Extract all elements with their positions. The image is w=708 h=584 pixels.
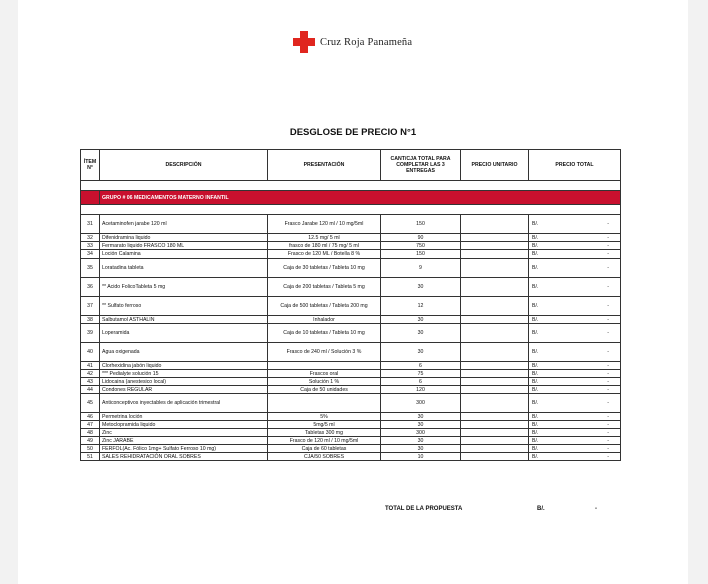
item-cell: 34 — [81, 250, 100, 259]
presentation-cell: CJA/50 SOBRES — [268, 453, 381, 461]
table-row — [81, 324, 621, 343]
currency-label: B/. — [532, 221, 539, 227]
table-row — [81, 297, 621, 316]
total-price-cell — [529, 259, 621, 278]
currency-label: B/. — [532, 330, 539, 336]
total-price-cell — [529, 234, 621, 242]
total-price-value: - — [607, 234, 609, 241]
currency-label: B/. — [532, 284, 539, 290]
unit-price-cell — [461, 421, 529, 429]
total-price-cell — [529, 453, 621, 461]
unit-price-cell — [461, 453, 529, 461]
presentation-cell: Caja de 60 tabletas — [268, 445, 381, 453]
table-row — [81, 386, 621, 394]
table-row — [81, 242, 621, 250]
quantity-cell: 30 — [381, 445, 461, 453]
item-cell: 44 — [81, 386, 100, 394]
total-price-cell — [529, 242, 621, 250]
total-currency: B/. — [537, 506, 545, 512]
unit-price-cell — [461, 316, 529, 324]
quantity-cell: 6 — [381, 378, 461, 386]
table-row — [81, 445, 621, 453]
description-cell: Salbutamol ASTHALIN — [100, 316, 268, 324]
table-row — [81, 362, 621, 370]
description-cell: Condones REGULAR — [100, 386, 268, 394]
total-price-value: - — [607, 349, 609, 355]
total-price-cell — [529, 324, 621, 343]
unit-price-cell — [461, 378, 529, 386]
presentation-cell: Tabletas 300 mg — [268, 429, 381, 437]
header-unit-price: PRECIO UNITARIO — [461, 150, 529, 181]
total-price-value: - — [607, 284, 609, 290]
total-price-cell — [529, 413, 621, 421]
currency-label: B/. — [532, 251, 539, 257]
currency-label: B/. — [532, 303, 539, 309]
unit-price-cell — [461, 234, 529, 242]
unit-price-cell — [461, 343, 529, 362]
total-price-cell — [529, 437, 621, 445]
quantity-cell: 150 — [381, 250, 461, 259]
total-price-value: - — [607, 437, 609, 444]
total-price-value: - — [607, 330, 609, 336]
item-cell: 42 — [81, 370, 100, 378]
total-price-value: - — [607, 242, 609, 249]
unit-price-cell — [461, 297, 529, 316]
total-price-value: - — [607, 445, 609, 452]
description-cell: *** Pedialyte solución 15 — [100, 370, 268, 378]
quantity-cell: 150 — [381, 215, 461, 234]
description-cell: Zinc JARABE — [100, 437, 268, 445]
table-row — [81, 343, 621, 362]
quantity-cell: 6 — [381, 362, 461, 370]
description-cell: FERFOL(Ac. Fólico 1mg+ Sulfato Ferroso 10 mg) — [100, 445, 268, 453]
description-cell: Difenidramina liquido — [100, 234, 268, 242]
unit-price-cell — [461, 242, 529, 250]
item-cell: 38 — [81, 316, 100, 324]
total-price-cell — [529, 370, 621, 378]
description-cell: ** Sulfato ferroso — [100, 297, 268, 316]
unit-price-cell — [461, 413, 529, 421]
item-cell: 50 — [81, 445, 100, 453]
description-cell: Loratadina tableta — [100, 259, 268, 278]
quantity-cell: 30 — [381, 278, 461, 297]
description-cell: Loperamida — [100, 324, 268, 343]
unit-price-cell — [461, 370, 529, 378]
currency-label: B/. — [532, 349, 539, 355]
document-title: DESGLOSE DE PRECIO N°1 — [289, 127, 417, 138]
presentation-cell: Frascos oral — [268, 370, 381, 378]
item-cell: 51 — [81, 453, 100, 461]
presentation-cell: Caja de 30 tabletas / Tableta 10 mg — [268, 259, 381, 278]
price-table — [80, 149, 621, 461]
currency-label: B/. — [532, 378, 539, 385]
total-price-value: - — [607, 370, 609, 377]
quantity-cell: 120 — [381, 386, 461, 394]
item-cell: 46 — [81, 413, 100, 421]
total-price-value: - — [607, 421, 609, 428]
total-price-cell — [529, 297, 621, 316]
table-header-row — [81, 150, 621, 181]
header-quantity: CANT/CJA TOTAL PARA COMPLETAR LAS 3 ENTREGAS — [381, 150, 461, 181]
currency-label: B/. — [532, 265, 539, 271]
group-label: GRUPO # 06 MEDICAMENTOS MATERNO INFANTIL — [100, 191, 621, 205]
presentation-cell: Caja de 200 tabletas / Tableta 5 mg — [268, 278, 381, 297]
total-price-value: - — [607, 429, 609, 436]
quantity-cell: 750 — [381, 242, 461, 250]
item-cell: 36 — [81, 278, 100, 297]
currency-label: B/. — [532, 445, 539, 452]
quantity-cell: 12 — [381, 297, 461, 316]
item-cell: 41 — [81, 362, 100, 370]
unit-price-cell — [461, 259, 529, 278]
document-page — [18, 0, 688, 584]
total-price-cell — [529, 362, 621, 370]
total-price-value: - — [607, 378, 609, 385]
header-presentation: PRESENTACIÓN — [268, 150, 381, 181]
total-price-value: - — [607, 400, 609, 406]
quantity-cell: 300 — [381, 429, 461, 437]
item-cell: 48 — [81, 429, 100, 437]
total-price-cell — [529, 316, 621, 324]
item-cell: 31 — [81, 215, 100, 234]
presentation-cell: Frasco de 120 ML / Botella 8 % — [268, 250, 381, 259]
description-cell: SALES REHIDRATACIÓN ORAL SOBRES — [100, 453, 268, 461]
table-row — [81, 316, 621, 324]
presentation-cell: Caja de 10 tabletas / Tableta 10 mg — [268, 324, 381, 343]
total-price-cell — [529, 215, 621, 234]
description-cell: Fermarato liquido FRASCO 180 ML — [100, 242, 268, 250]
description-cell: Anticonceptivos inyectables de aplicación trimestral — [100, 394, 268, 413]
total-value: - — [595, 506, 597, 512]
table-row — [81, 234, 621, 242]
spacer-row — [81, 205, 621, 215]
spacer-row — [81, 181, 621, 191]
description-cell: Acetaminofen jarabe 120 ml — [100, 215, 268, 234]
total-price-value: - — [607, 386, 609, 393]
total-price-cell — [529, 278, 621, 297]
unit-price-cell — [461, 215, 529, 234]
description-cell: Agua oxigenada — [100, 343, 268, 362]
quantity-cell: 9 — [381, 259, 461, 278]
header-description: DESCRIPCIÓN — [100, 150, 268, 181]
quantity-cell: 90 — [381, 234, 461, 242]
total-price-cell — [529, 421, 621, 429]
presentation-cell: Inhalador — [268, 316, 381, 324]
total-price-value: - — [607, 453, 609, 460]
total-price-value: - — [607, 251, 609, 257]
table-row — [81, 437, 621, 445]
logo — [293, 31, 412, 53]
item-cell: 49 — [81, 437, 100, 445]
total-price-cell — [529, 445, 621, 453]
quantity-cell: 10 — [381, 453, 461, 461]
group-row — [81, 191, 621, 205]
quantity-cell: 75 — [381, 370, 461, 378]
unit-price-cell — [461, 324, 529, 343]
unit-price-cell — [461, 362, 529, 370]
total-label: TOTAL DE LA PROPUESTA — [385, 506, 463, 512]
header-total-price: PRECIO TOTAL — [529, 150, 621, 181]
presentation-cell: Frasco de 240 ml / Solución 3 % — [268, 343, 381, 362]
presentation-cell: Caja de 500 tabletas / Tableta 200 mg — [268, 297, 381, 316]
description-cell: Loción Calamina — [100, 250, 268, 259]
item-cell: 43 — [81, 378, 100, 386]
total-price-value: - — [607, 362, 609, 369]
unit-price-cell — [461, 250, 529, 259]
item-cell: 40 — [81, 343, 100, 362]
currency-label: B/. — [532, 316, 539, 323]
currency-label: B/. — [532, 429, 539, 436]
presentation-cell: Frasco Jarabe 120 ml / 10 mg/5ml — [268, 215, 381, 234]
presentation-cell: frasco de 180 ml / 75 mg/ 5 ml — [268, 242, 381, 250]
unit-price-cell — [461, 394, 529, 413]
unit-price-cell — [461, 386, 529, 394]
item-cell: 47 — [81, 421, 100, 429]
table-row — [81, 370, 621, 378]
description-cell: Permetrina loción — [100, 413, 268, 421]
currency-label: B/. — [532, 386, 539, 393]
table-row — [81, 250, 621, 259]
total-price-cell — [529, 343, 621, 362]
currency-label: B/. — [532, 400, 539, 406]
currency-label: B/. — [532, 413, 539, 420]
total-price-cell — [529, 429, 621, 437]
table-row — [81, 378, 621, 386]
unit-price-cell — [461, 429, 529, 437]
description-cell: Metoclopramida liquido — [100, 421, 268, 429]
item-cell: 35 — [81, 259, 100, 278]
quantity-cell: 30 — [381, 421, 461, 429]
quantity-cell: 30 — [381, 343, 461, 362]
currency-label: B/. — [532, 370, 539, 377]
header-item: ÍTEM N° — [81, 150, 100, 181]
table-row — [81, 429, 621, 437]
presentation-cell: 5mg/5 ml — [268, 421, 381, 429]
table-row — [81, 278, 621, 297]
quantity-cell: 30 — [381, 437, 461, 445]
presentation-cell — [268, 394, 381, 413]
unit-price-cell — [461, 445, 529, 453]
presentation-cell: Caja de 50 unidades — [268, 386, 381, 394]
quantity-cell: 30 — [381, 316, 461, 324]
table-row — [81, 453, 621, 461]
red-cross-icon — [293, 31, 315, 53]
presentation-cell: 5% — [268, 413, 381, 421]
currency-label: B/. — [532, 453, 539, 460]
quantity-cell: 300 — [381, 394, 461, 413]
total-price-value: - — [607, 265, 609, 271]
table-row — [81, 259, 621, 278]
quantity-cell: 30 — [381, 413, 461, 421]
description-cell: Clorhexidina jabón liquido — [100, 362, 268, 370]
table-row — [81, 215, 621, 234]
unit-price-cell — [461, 278, 529, 297]
item-cell: 45 — [81, 394, 100, 413]
item-cell: 32 — [81, 234, 100, 242]
currency-label: B/. — [532, 242, 539, 249]
total-price-cell — [529, 394, 621, 413]
total-price-value: - — [607, 303, 609, 309]
presentation-cell: 12.5 mg/ 5 ml — [268, 234, 381, 242]
currency-label: B/. — [532, 421, 539, 428]
description-cell: ** Acido FolicoTableta 5 mg — [100, 278, 268, 297]
table-row — [81, 394, 621, 413]
unit-price-cell — [461, 437, 529, 445]
table-row — [81, 413, 621, 421]
presentation-cell: Solución 1 % — [268, 378, 381, 386]
total-price-value: - — [607, 316, 609, 323]
table-row — [81, 421, 621, 429]
presentation-cell: Frasco de 120 ml / 10 mg/5ml — [268, 437, 381, 445]
currency-label: B/. — [532, 234, 539, 241]
brand-name: Cruz Roja Panameña — [320, 36, 413, 48]
description-cell: Lidocaina (anestesico local) — [100, 378, 268, 386]
total-price-cell — [529, 378, 621, 386]
total-price-cell — [529, 386, 621, 394]
quantity-cell: 30 — [381, 324, 461, 343]
description-cell: Zinc — [100, 429, 268, 437]
item-cell: 39 — [81, 324, 100, 343]
currency-label: B/. — [532, 362, 539, 369]
total-price-cell — [529, 250, 621, 259]
item-cell: 37 — [81, 297, 100, 316]
item-cell: 33 — [81, 242, 100, 250]
total-price-value: - — [607, 221, 609, 227]
currency-label: B/. — [532, 437, 539, 444]
total-price-value: - — [607, 413, 609, 420]
presentation-cell — [268, 362, 381, 370]
